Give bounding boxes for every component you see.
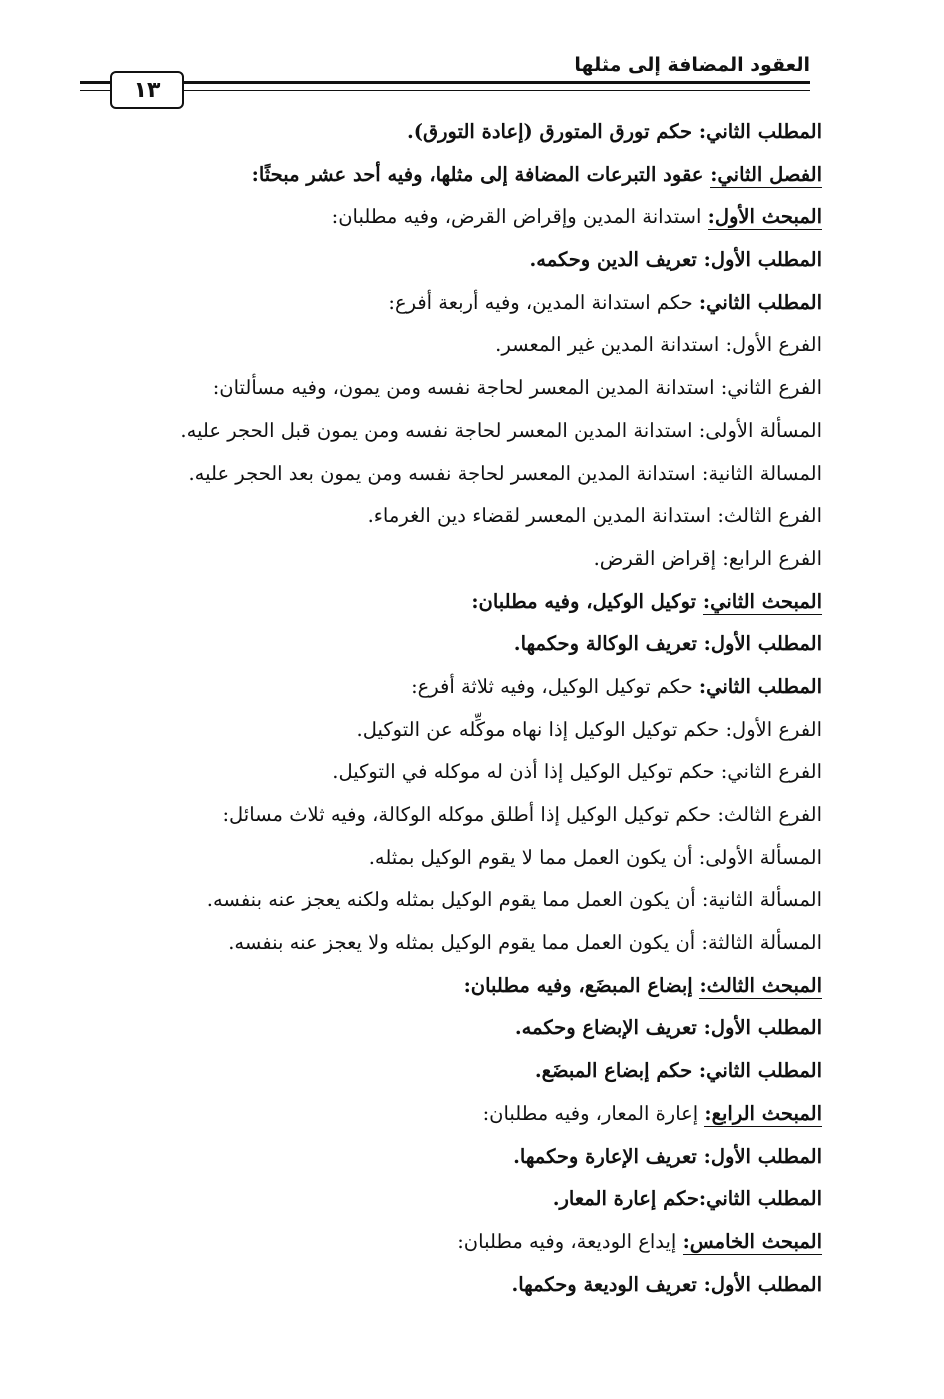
header-rule-top: [80, 81, 810, 84]
toc-text: تعريف الوديعة وحكمها.: [511, 1272, 704, 1296]
toc-text: إيداع الوديعة، وفيه مطلبان:: [457, 1229, 683, 1253]
toc-head: الفرع الثاني:: [720, 376, 822, 400]
toc-head: المطلب الثاني:: [698, 674, 822, 698]
toc-head: الفصل الثاني:: [710, 162, 822, 186]
toc-head: الفرع الثالث:: [717, 504, 822, 528]
toc-text: استدانة المدين المعسر لقضاء دين الغرماء.: [367, 504, 718, 528]
toc-line: [102, 581, 822, 624]
toc-line: [102, 837, 822, 880]
toc-text: حكم استدانة المدين، وفيه أربعة أفرع:: [388, 290, 699, 314]
page-number-box: [110, 71, 184, 109]
toc-text: تعريف الدين وحكمه.: [529, 248, 704, 272]
toc-text: إقراض القرض.: [593, 546, 723, 570]
toc-line: [102, 1136, 822, 1179]
toc-head: المسألة الأولى:: [698, 845, 822, 869]
toc-line: [102, 879, 822, 922]
toc-head: المطلب الثاني:: [698, 1187, 822, 1211]
toc-line: [102, 922, 822, 965]
page-number: ١٣: [133, 77, 161, 103]
toc-text: حكم توكيل الوكيل إذا أطلق موكله الوكالة، وفيه ثلاث مسائل:: [222, 803, 718, 826]
toc-head: الفرع الرابع:: [722, 546, 822, 570]
toc-line: [102, 965, 822, 1008]
toc-text: حكم إبضاع المبضَع.: [534, 1059, 699, 1083]
toc-text: عقود التبرعات المضافة إلى مثلها، وفيه أحد عشر مبحثًا:: [251, 162, 711, 186]
toc-line: [102, 1264, 822, 1307]
toc-line: [102, 367, 822, 410]
toc-line: [102, 196, 822, 239]
toc-head: الفرع الثاني:: [720, 760, 822, 784]
toc-line: [102, 111, 822, 154]
toc-line: [102, 794, 822, 837]
toc-head: المبحث الخامس:: [682, 1229, 822, 1253]
toc-line: [102, 453, 822, 496]
toc-text: أن يكون العمل مما يقوم الوكيل بمثله ولا يعجز عنه بنفسه.: [228, 931, 702, 955]
running-header-title: العقود المضافة إلى مثلها: [574, 54, 810, 76]
toc-line: [102, 410, 822, 453]
toc-head: المطلب الأول:: [703, 1272, 822, 1296]
toc-line: [102, 751, 822, 794]
toc-line: [102, 538, 822, 581]
toc-text: أن يكون العمل مما لا يقوم الوكيل بمثله.: [368, 845, 699, 869]
toc-text: حكم توكيل الوكيل، وفيه ثلاثة أفرع:: [411, 674, 699, 698]
toc-head: المبحث الثاني:: [702, 589, 822, 613]
toc-line: [102, 154, 822, 197]
toc-text: استدانة المدين غير المعسر.: [495, 333, 726, 357]
toc-head: المسألة الثالثة:: [701, 931, 822, 955]
toc-text: استدانة المدين وإقراض القرض، وفيه مطلبان:: [331, 205, 708, 229]
toc-head: المبحث الرابع:: [704, 1101, 822, 1125]
toc-line: [102, 666, 822, 709]
table-of-contents: [102, 111, 822, 1306]
toc-head: المطلب الأول:: [703, 248, 822, 272]
toc-text: استدانة المدين المعسر لحاجة نفسه ومن يمون بعد الحجر عليه.: [188, 461, 702, 485]
toc-line: [102, 709, 822, 752]
toc-head: المطلب الأول:: [703, 1144, 822, 1168]
toc-head: المطلب الثاني:: [698, 1059, 822, 1083]
toc-text: حكم توكيل الوكيل إذا نهاه موكِّله عن التوكيل.: [356, 717, 726, 741]
toc-head: المبحث الأول:: [707, 205, 822, 229]
toc-line: [102, 239, 822, 282]
toc-text: تعريف الإبضاع وحكمه.: [514, 1016, 704, 1040]
toc-head: المبحث الثالث:: [699, 973, 822, 997]
toc-head: الفرع الأول:: [725, 333, 822, 357]
toc-line: [102, 1093, 822, 1136]
toc-head: الفرع الثالث:: [717, 803, 822, 826]
toc-head: المسألة الثانية:: [701, 888, 822, 912]
header-rule-bottom: [80, 90, 810, 91]
toc-text: إبضاع المبضَع، وفيه مطلبان:: [463, 973, 700, 997]
toc-head: المطلب الأول:: [703, 1016, 822, 1040]
toc-text: حكم توكيل الوكيل إذا أذن له موكله في التوكيل.: [332, 760, 721, 784]
toc-head: المطلب الثاني:: [698, 290, 822, 314]
toc-text: استدانة المدين المعسر لحاجة نفسه ومن يمون قبل الحجر عليه.: [180, 418, 699, 442]
toc-head: المسألة الأولى:: [698, 418, 822, 442]
toc-text: تعريف الإعارة وحكمها.: [513, 1144, 704, 1168]
toc-head: المطلب الأول:: [703, 632, 822, 656]
toc-line: [102, 623, 822, 666]
toc-text: أن يكون العمل مما يقوم الوكيل بمثله ولكنه يعجز عنه بنفسه.: [206, 888, 702, 912]
toc-head: المطلب الثاني:: [698, 120, 822, 143]
toc-text: توكيل الوكيل، وفيه مطلبان:: [471, 589, 703, 613]
toc-line: [102, 1050, 822, 1093]
toc-text: إعارة المعار، وفيه مطلبان:: [482, 1101, 705, 1125]
toc-line: [102, 324, 822, 367]
toc-line: [102, 1178, 822, 1221]
toc-text: استدانة المدين المعسر لحاجة نفسه ومن يمون، وفيه مسألتان:: [212, 376, 721, 400]
toc-line: [102, 1221, 822, 1264]
toc-text: حكم إعارة المعار.: [552, 1187, 699, 1211]
toc-line: [102, 282, 822, 325]
toc-line: [102, 495, 822, 538]
toc-line: [102, 1007, 822, 1050]
toc-head: المسالة الثانية:: [701, 461, 822, 485]
toc-head: الفرع الأول:: [725, 717, 822, 741]
toc-text: حكم تورق المتورق (إعادة التورق).: [406, 120, 699, 143]
toc-text: تعريف الوكالة وحكمها.: [513, 632, 704, 656]
